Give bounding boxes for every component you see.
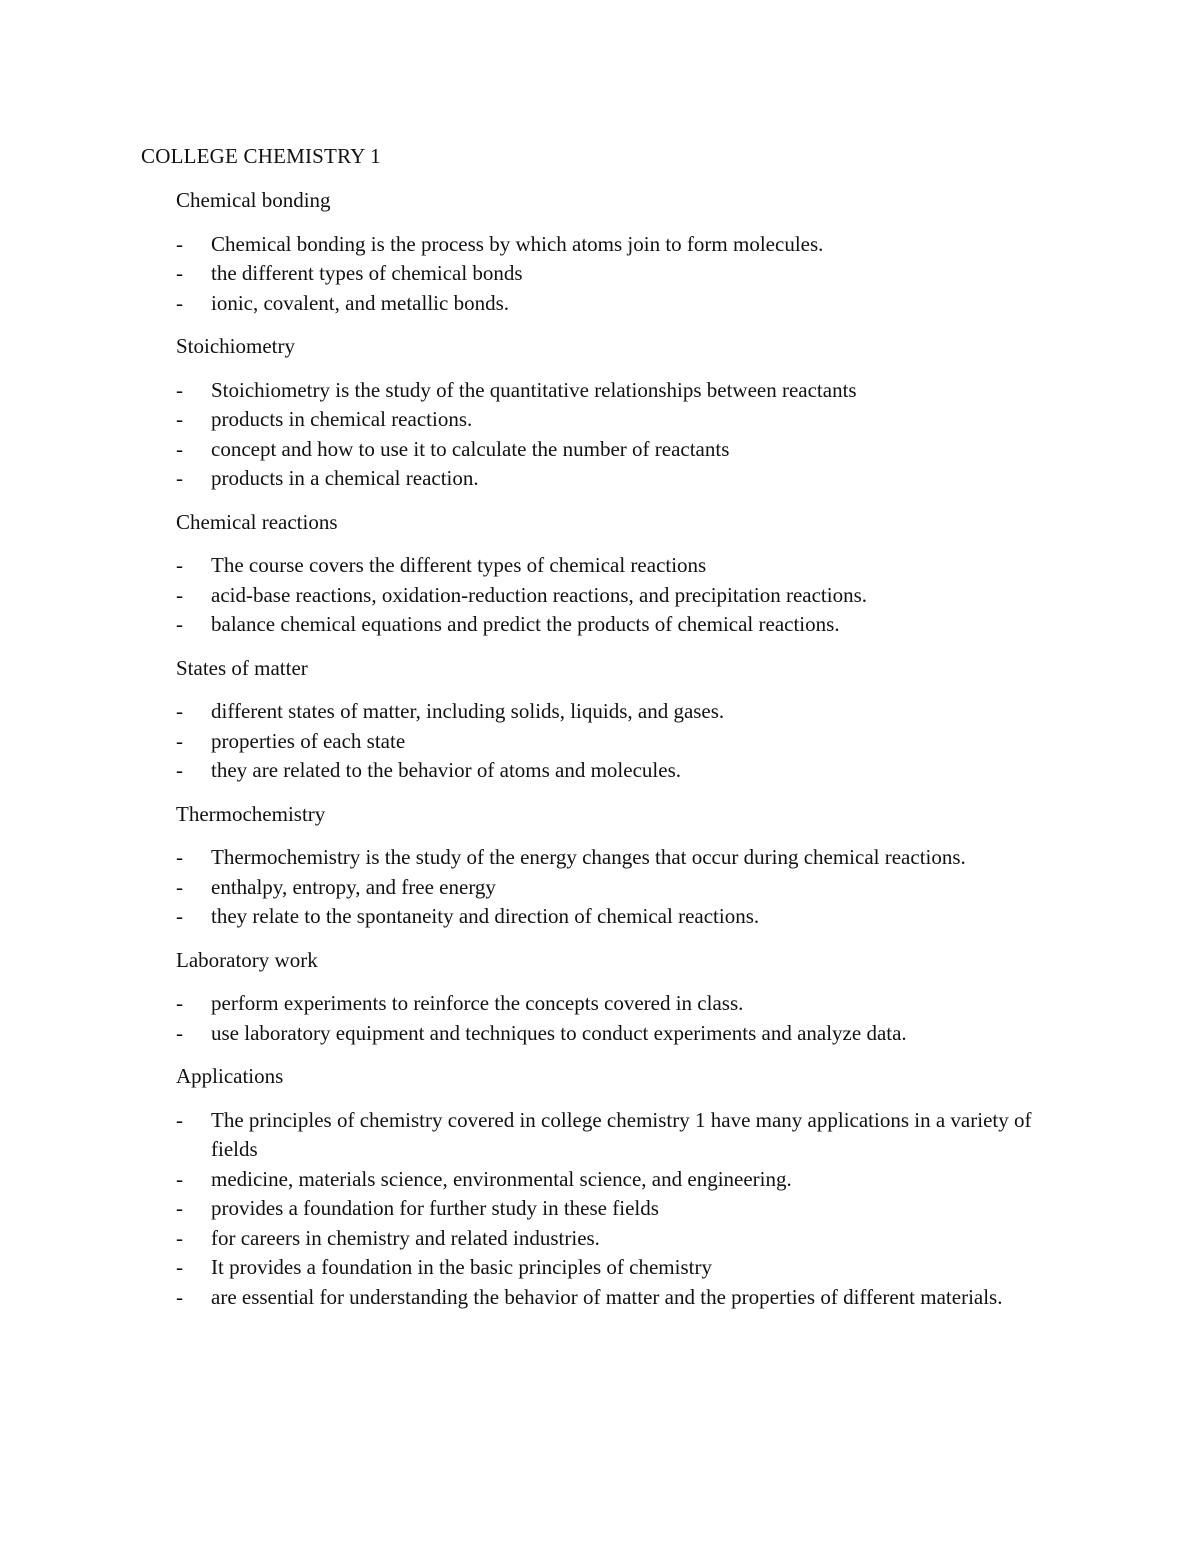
bullet-dash: - [176,1166,183,1191]
list-item [176,1283,1076,1313]
section-heading: Thermochemistry [176,801,326,826]
list-item [176,581,1076,611]
section [176,800,1076,932]
bullet-text: for careers in chemistry and related industries. [211,1225,600,1250]
bullet-text: The course covers the different types of chemical reactions [211,553,707,577]
section-heading: Applications [176,1064,284,1088]
list-item [176,902,1076,932]
bullet-dash: - [176,1225,183,1250]
bullet-dash: - [176,699,183,723]
list-item [176,1165,1076,1195]
bullet-text: they relate to the spontaneity and direction of chemical reactions. [211,904,760,928]
list-item [176,376,1076,406]
bullet-list [176,843,1076,932]
list-item [176,1019,1076,1049]
section [176,946,1076,1049]
bullet-text: acid-base reactions, oxidation-reduction reactions, and precipitation reactions. [211,582,867,607]
bullet-dash: - [176,612,183,636]
bullet-text: Thermochemistry is the study of the energy changes that occur during chemical reactions. [211,845,966,869]
bullet-text: use laboratory equipment and techniques to conduct experiments and analyze data. [211,1020,907,1045]
list-item [176,464,1076,494]
bullet-list [176,376,1076,494]
document-body [176,186,1076,1326]
list-item [176,843,1076,873]
list-item [176,1224,1076,1254]
bullet-text: concept and how to use it to calculate the number of reactants [211,436,730,461]
bullet-text: provides a foundation for further study in these fields [211,1196,659,1220]
bullet-list [176,230,1076,319]
bullet-text: It provides a foundation in the basic principles of chemistry [211,1255,712,1279]
list-item [176,230,1076,260]
section [176,1062,1076,1312]
section-heading: Chemical reactions [176,509,338,534]
bullet-text: enthalpy, entropy, and free energy [211,874,496,899]
bullet-dash: - [176,231,183,256]
section [176,186,1076,318]
bullet-list [176,697,1076,786]
bullet-text: ionic, covalent, and metallic bonds. [211,290,509,315]
bullet-dash: - [176,1196,183,1220]
bullet-dash: - [176,1020,183,1045]
section-heading: States of matter [176,655,308,680]
bullet-text: products in a chemical reaction. [211,466,479,490]
document-title: COLLEGE CHEMISTRY 1 [141,144,381,168]
bullet-text: perform experiments to reinforce the concepts covered in class. [211,991,744,1015]
section [176,508,1076,640]
list-item [176,1194,1076,1224]
bullet-text: balance chemical equations and predict the products of chemical reactions. [211,612,840,636]
bullet-dash: - [176,1107,183,1132]
bullet-text: products in chemical reactions. [211,407,473,431]
list-item [176,551,1076,581]
bullet-text: they are related to the behavior of atoms and molecules. [211,758,681,782]
list-item [176,1106,1076,1165]
bullet-text: the different types of chemical bonds [211,261,523,285]
bullet-dash: - [176,1284,183,1309]
bullet-dash: - [176,582,183,607]
bullet-text: Chemical bonding is the process by which atoms join to form molecules. [211,231,824,256]
list-item [176,405,1076,435]
section-heading: Chemical bonding [176,188,331,212]
section [176,332,1076,494]
section [176,654,1076,786]
list-item [176,289,1076,319]
bullet-text: medicine, materials science, environmental science, and engineering. [211,1166,792,1191]
list-item [176,727,1076,757]
bullet-text: The principles of chemistry covered in college chemistry 1 have many applications in a variety of fields [211,1107,1032,1161]
bullet-dash: - [176,290,183,315]
bullet-dash: - [176,758,183,782]
bullet-text: properties of each state [211,728,406,753]
bullet-list [176,989,1076,1048]
list-item [176,989,1076,1019]
bullet-dash: - [176,407,183,431]
bullet-text: different states of matter, including solids, liquids, and gases. [211,699,725,723]
list-item [176,610,1076,640]
bullet-dash: - [176,377,183,402]
list-item [176,1253,1076,1283]
bullet-dash: - [176,845,183,869]
bullet-dash: - [176,261,183,285]
bullet-dash: - [176,904,183,928]
bullet-list [176,551,1076,640]
bullet-text: are essential for understanding the behavior of matter and the properties of different materials. [211,1284,1003,1309]
bullet-dash: - [176,728,183,753]
section-heading: Stoichiometry [176,334,295,358]
bullet-list [176,1106,1076,1313]
bullet-dash: - [176,874,183,899]
list-item [176,756,1076,786]
bullet-dash: - [176,991,183,1015]
bullet-text: Stoichiometry is the study of the quantitative relationships between reactants [211,377,857,402]
bullet-dash: - [176,436,183,461]
bullet-dash: - [176,1255,183,1279]
list-item [176,435,1076,465]
bullet-dash: - [176,466,183,490]
list-item [176,873,1076,903]
bullet-dash: - [176,553,183,577]
list-item [176,697,1076,727]
section-heading: Laboratory work [176,947,318,972]
list-item [176,259,1076,289]
